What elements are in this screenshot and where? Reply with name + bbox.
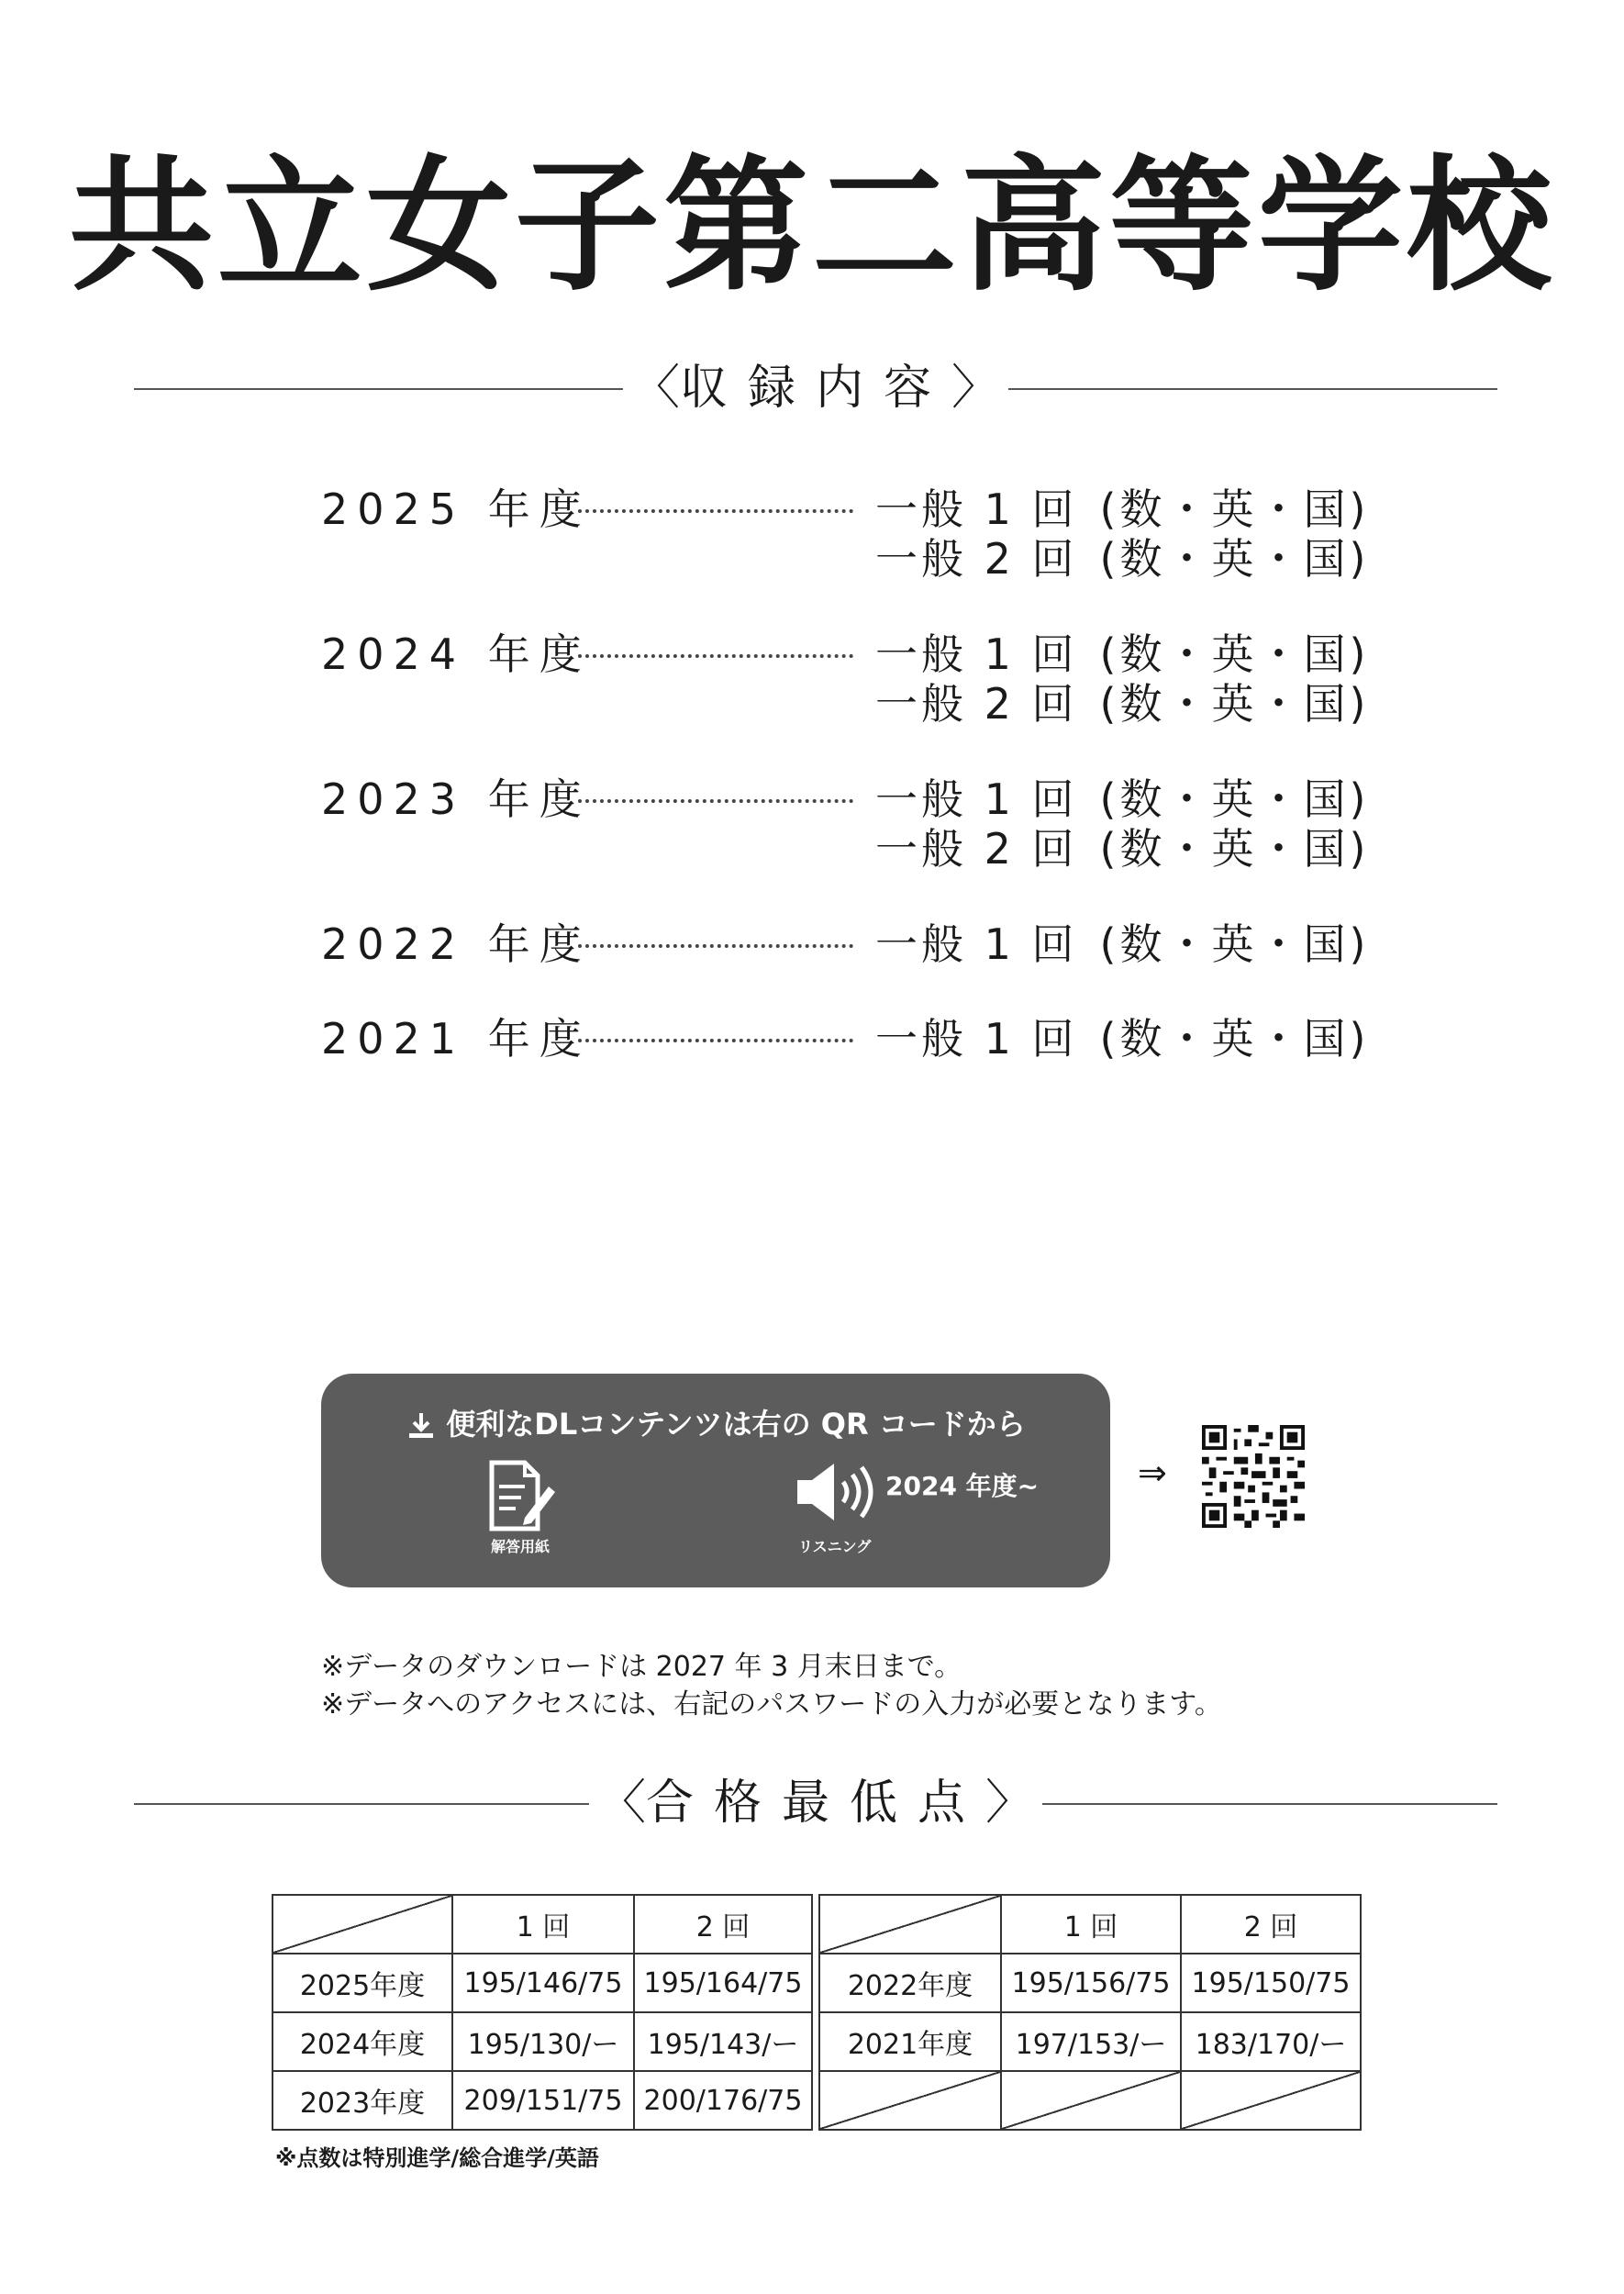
exam-line: 一般 1 回 (数・英・国): [875, 629, 1370, 679]
year-cell: 2025年度: [273, 1954, 452, 2012]
score-cell: 197/153/ー: [1001, 2012, 1181, 2071]
score-cell: 195/146/75: [452, 1954, 634, 2012]
exam-line: 一般 1 回 (数・英・国): [875, 484, 1370, 534]
year-label: 2022 年度: [321, 919, 591, 969]
contents-heading-text: 収録内容: [679, 361, 952, 416]
answer-sheet-icon: [484, 1459, 558, 1532]
exam-line: 一般 1 回 (数・英・国): [875, 774, 1370, 824]
scores-heading-text: 合格最低点: [645, 1776, 986, 1831]
dl-content-box: [321, 1374, 1110, 1587]
leader-dots: [578, 1039, 853, 1042]
speaker-icon: [794, 1460, 882, 1524]
scores-table-right: [818, 1894, 1362, 2131]
exam-line: 一般 2 回 (数・英・国): [875, 679, 1370, 729]
qr-code[interactable]: [1202, 1425, 1305, 1528]
corner-cell: [273, 1895, 452, 1954]
year-cell: 2022年度: [819, 1954, 1001, 2012]
corner-cell: [819, 1895, 1001, 1954]
year-cell: 2023年度: [273, 2071, 452, 2130]
score-cell: 195/143/ー: [634, 2012, 812, 2071]
score-cell: 200/176/75: [634, 2071, 812, 2130]
exam-line: 一般 1 回 (数・英・国): [875, 919, 1370, 969]
table-row: [819, 1954, 1361, 2012]
table-row: [819, 2071, 1361, 2130]
page-title: 共立女子第二高等学校: [69, 142, 1555, 311]
year-cell: 2024年度: [273, 2012, 452, 2071]
contents-heading: 〈収録内容〉: [134, 361, 1497, 416]
score-cell: 195/130/ー: [452, 2012, 634, 2071]
empty-cell: [819, 2071, 1001, 2130]
note-download: ※データのダウンロードは 2027 年 3 月末日まで。: [321, 1651, 962, 1683]
exam-line: 一般 2 回 (数・英・国): [875, 824, 1370, 874]
table-row: [273, 1895, 812, 1954]
leader-dots: [578, 799, 853, 803]
score-cell: 195/164/75: [634, 1954, 812, 2012]
exam-line: 一般 1 回 (数・英・国): [875, 1014, 1370, 1063]
empty-cell: [1181, 2071, 1361, 2130]
score-cell: 195/150/75: [1181, 1954, 1361, 2012]
header-cell: 1 回: [1001, 1895, 1181, 1954]
year-label: 2023 年度: [321, 774, 591, 824]
answer-sheet-label: 解答用紙: [490, 1538, 550, 1555]
score-cell: 183/170/ー: [1181, 2012, 1361, 2071]
year-label: 2025 年度: [321, 484, 591, 534]
listening-year: 2024 年度~: [885, 1471, 1040, 1501]
year-label: 2021 年度: [321, 1014, 591, 1063]
table-row: [819, 2012, 1361, 2071]
table-row: [819, 1895, 1361, 1954]
leader-dots: [578, 509, 853, 513]
header-cell: 1 回: [452, 1895, 634, 1954]
leader-dots: [578, 944, 853, 948]
scores-footnote: ※点数は特別進学/総合進学/英語: [275, 2145, 599, 2171]
score-cell: 209/151/75: [452, 2071, 634, 2130]
score-cell: 195/156/75: [1001, 1954, 1181, 2012]
arrow-icon: ⇒: [1138, 1453, 1167, 1493]
table-row: [273, 2071, 812, 2130]
note-access: ※データへのアクセスには、右記のパスワードの入力が必要となります。: [321, 1688, 1222, 1720]
leader-dots: [578, 654, 853, 658]
header-cell: 2 回: [1181, 1895, 1361, 1954]
empty-cell: [1001, 2071, 1181, 2130]
scores-heading: 〈合格最低点〉: [134, 1776, 1497, 1831]
dl-title: 便利なDLコンテンツは右の QR コードから: [321, 1401, 1110, 1443]
year-cell: 2021年度: [819, 2012, 1001, 2071]
listening-label: リスニング: [798, 1538, 872, 1555]
scores-table-left: [272, 1894, 813, 2131]
download-icon: [406, 1410, 437, 1442]
header-cell: 2 回: [634, 1895, 812, 1954]
exam-line: 一般 2 回 (数・英・国): [875, 534, 1370, 584]
year-label: 2024 年度: [321, 629, 591, 679]
table-row: [273, 2012, 812, 2071]
table-row: [273, 1954, 812, 2012]
